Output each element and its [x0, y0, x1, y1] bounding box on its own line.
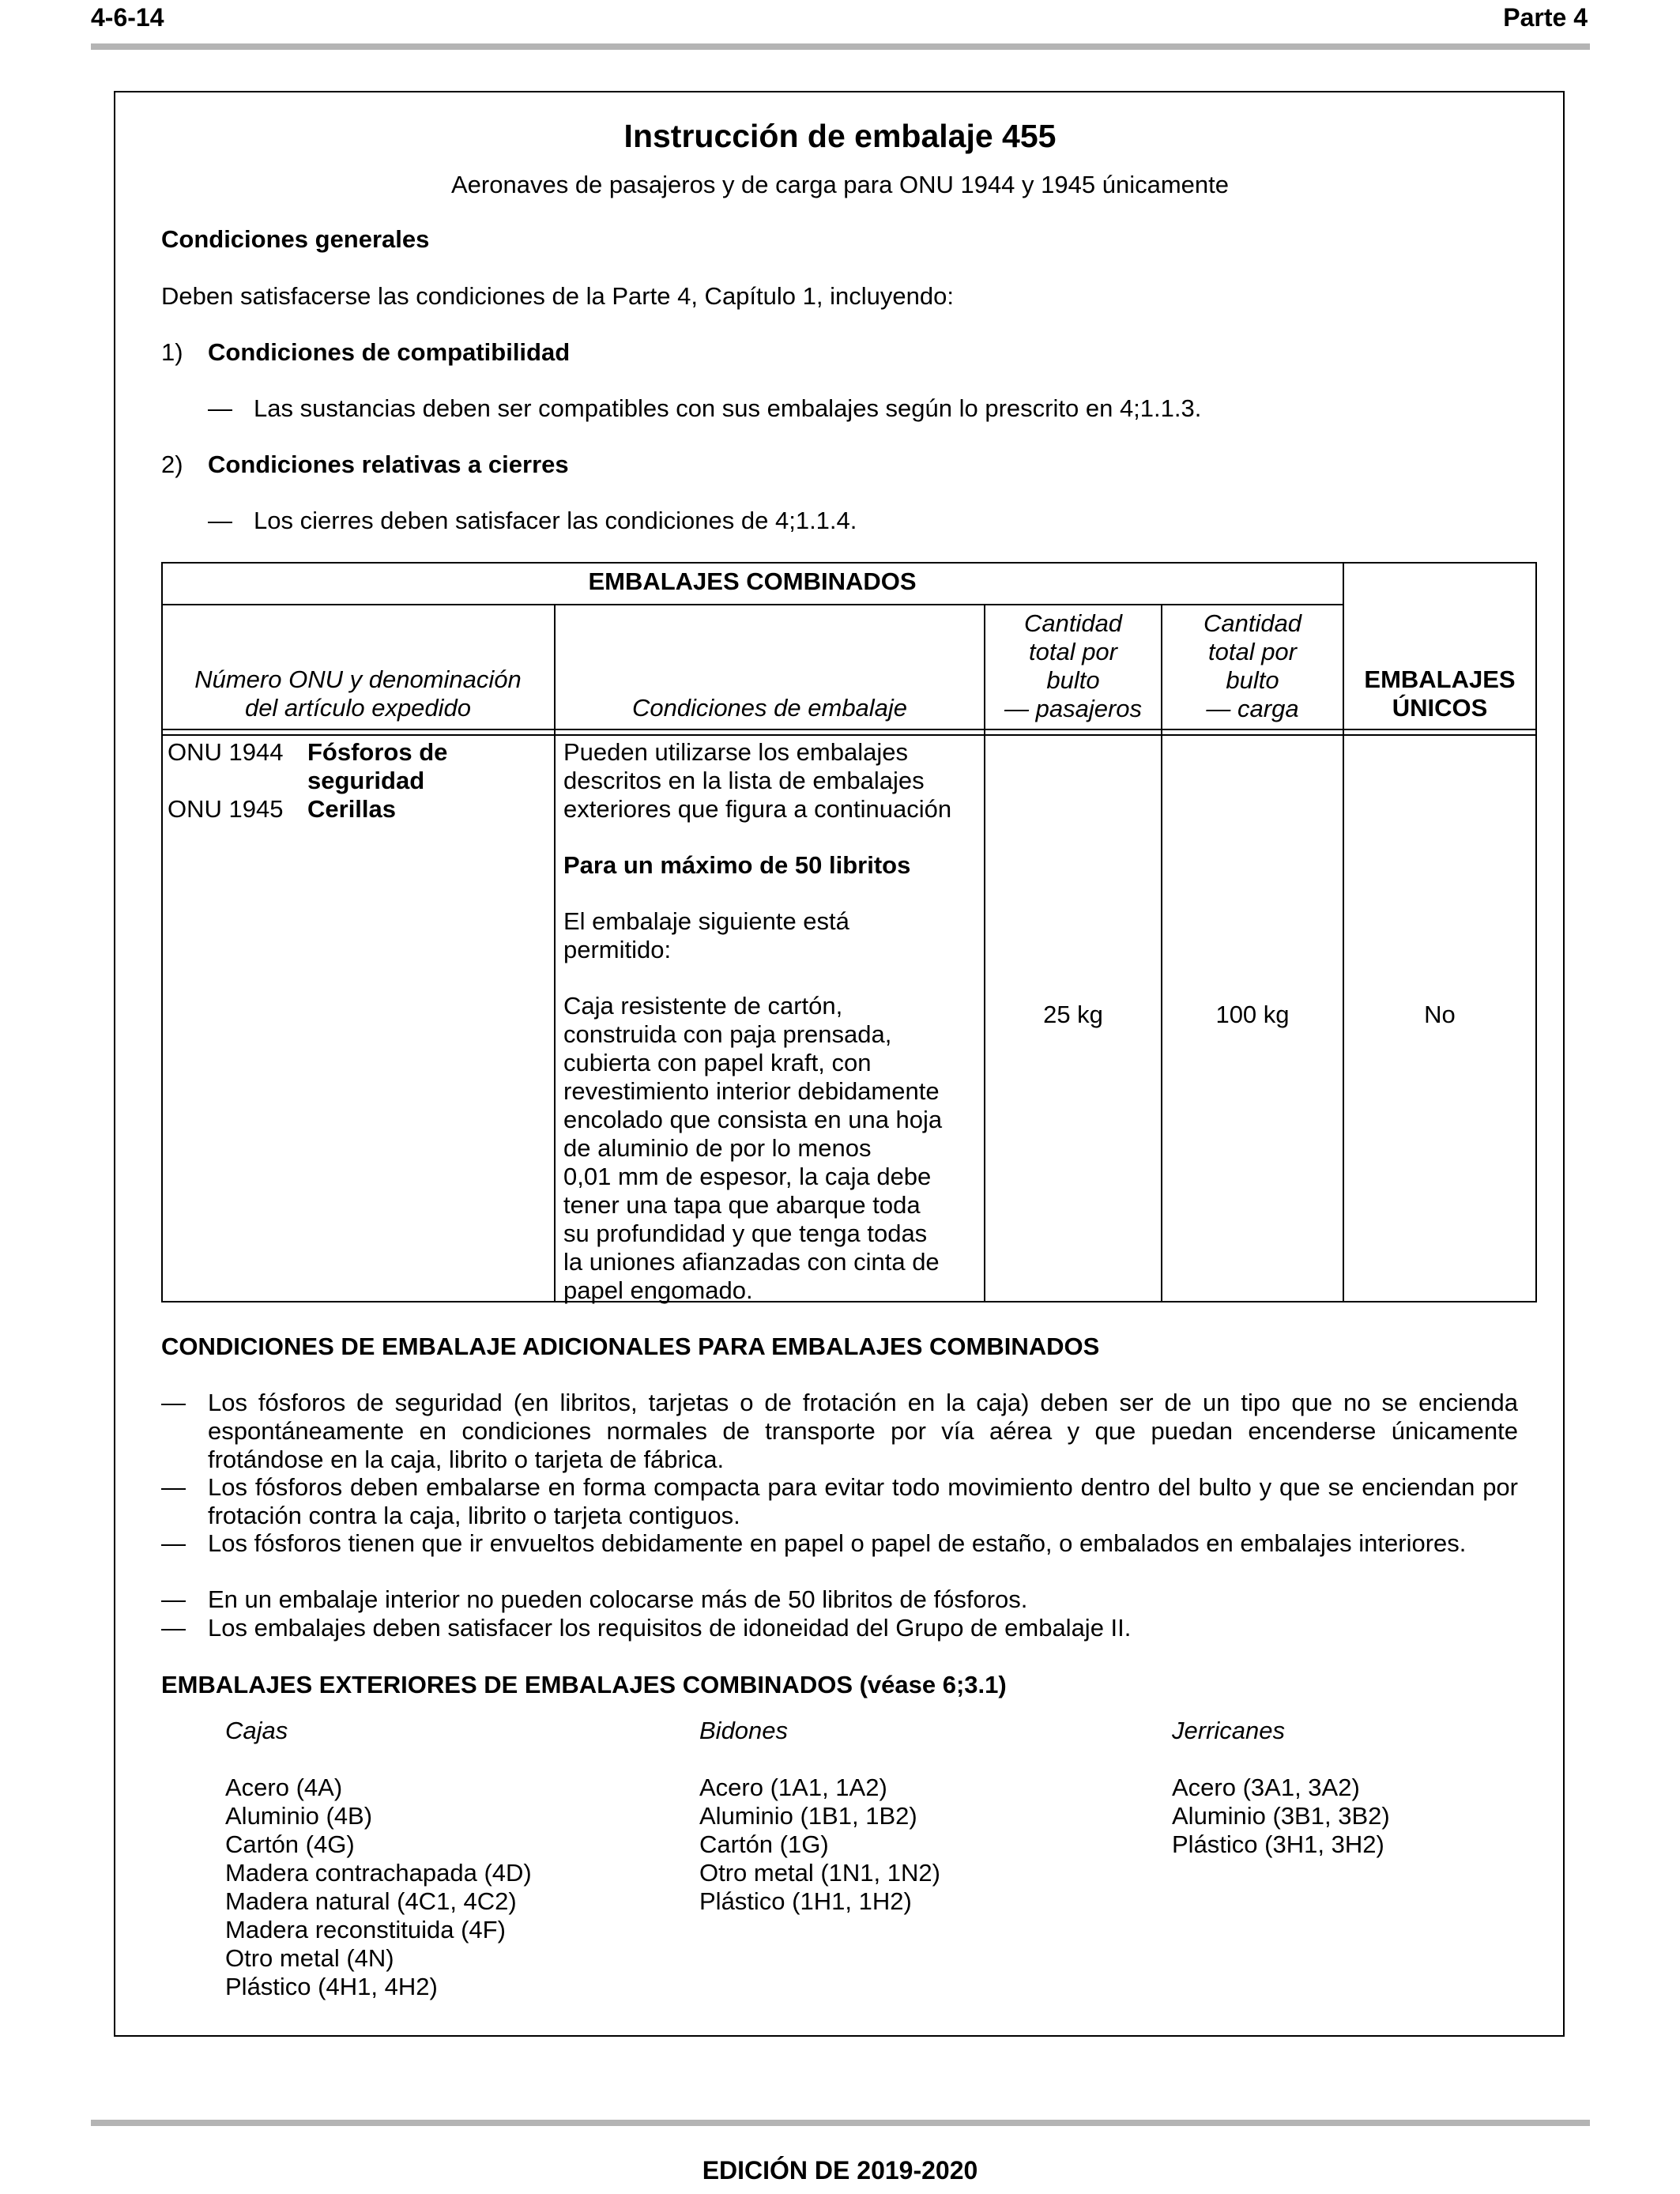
- dash: —: [161, 1529, 186, 1557]
- conditions-max: Para un máximo de 50 libritos: [563, 851, 911, 879]
- condition-text: Los fósforos de seguridad (en libritos, tarjetas o de frotación en la caja) deben ser de un tipo que no se encienda espontáneamente en condiciones normales de transporte por vía aérea y que puedan encenderse únicamente frotándose en la caja, librito o tarjeta de fábrica.: [208, 1389, 1518, 1473]
- item-number: 1): [161, 338, 183, 366]
- part-label: Parte 4: [1503, 3, 1588, 32]
- article-name: Fósforos de seguridad: [307, 738, 448, 794]
- condition-text: Los fósforos tienen que ir envueltos debidamente en papel o papel de estaño, o embalados en embalajes interiores.: [208, 1529, 1467, 1557]
- condition-item: [161, 1614, 1518, 1642]
- list-item: Otro metal (1N1, 1N2): [699, 1859, 940, 1887]
- conditions-box-description: Caja resistente de cartón, construida con paja prensada, cubierta con papel kraft, con revestimiento interior debidamente encolado que consista en una hoja de aluminio de por lo menos 0,01 mm de espesor, la caja debe tener una tapa que abarque toda su profundidad y que tenga todas la uniones afianzadas con cinta de papel engomado.: [563, 992, 943, 1304]
- header-rule: [91, 43, 1590, 50]
- combined-packagings-header: EMBALAJES COMBINADOS: [588, 567, 917, 595]
- list-item: Plástico (4H1, 4H2): [225, 1973, 438, 2000]
- item-title: Condiciones relativas a cierres: [208, 450, 569, 478]
- dash: —: [208, 394, 232, 422]
- cargo-quantity: 100 kg: [1215, 1001, 1290, 1028]
- footer-rule: [91, 2120, 1590, 2126]
- item-title: Condiciones de compatibilidad: [208, 338, 571, 366]
- page-number: 4-6-14: [91, 3, 164, 32]
- dash: —: [161, 1585, 186, 1613]
- list-title: Cajas: [225, 1717, 288, 1744]
- single-packagings-value: No: [1424, 1001, 1456, 1028]
- un-number: ONU 1944: [168, 738, 284, 766]
- additional-heading: CONDICIONES DE EMBALAJE ADICIONALES PARA EMBALAJES COMBINADOS: [161, 1333, 1100, 1360]
- list-item: Acero (1A1, 1A2): [699, 1774, 887, 1801]
- list-item: Plástico (3H1, 3H2): [1172, 1830, 1384, 1858]
- un-number: ONU 1945: [168, 795, 284, 823]
- dash: —: [161, 1614, 186, 1642]
- passenger-quantity: 25 kg: [1043, 1001, 1103, 1028]
- conditions-text: Pueden utilizarse los embalajes descritos en la lista de embalajes exteriores que figura a continuación: [563, 738, 952, 823]
- page-subtitle: Aeronaves de pasajeros y de carga para ONU 1944 y 1945 únicamente: [451, 171, 1229, 198]
- general-intro: Deben satisfacerse las condiciones de la Parte 4, Capítulo 1, incluyendo:: [161, 282, 954, 310]
- list-item: Acero (3A1, 3A2): [1172, 1774, 1360, 1801]
- condition-item: [161, 1585, 1518, 1614]
- list-item: Aluminio (3B1, 3B2): [1172, 1802, 1390, 1830]
- dash: —: [208, 507, 232, 534]
- dash: —: [161, 1389, 186, 1416]
- outer-list-jerricans: [1172, 1717, 1390, 1859]
- list-title: Bidones: [699, 1717, 789, 1744]
- col-header-un-number: Número ONU y denominación del artículo expedido: [194, 665, 522, 722]
- item-text: Las sustancias deben ser compatibles con sus embalajes según lo prescrito en 4;1.1.3.: [254, 394, 1202, 422]
- item-text: Los cierres deben satisfacer las condiciones de 4;1.1.4.: [254, 507, 857, 534]
- packaging-table: [161, 562, 1537, 1302]
- list-item: Madera contrachapada (4D): [225, 1859, 532, 1887]
- list-item: Plástico (1H1, 1H2): [699, 1887, 912, 1915]
- list-item: Cartón (4G): [225, 1830, 355, 1858]
- item-line: [208, 507, 1393, 535]
- outer-packagings-heading: EMBALAJES EXTERIORES DE EMBALAJES COMBINADOS (véase 6;3.1): [161, 1671, 1007, 1698]
- dash: —: [161, 1473, 186, 1501]
- list-title: Jerricanes: [1172, 1717, 1285, 1744]
- col-header-passenger-qty: Cantidad total por bulto — pasajeros: [1004, 609, 1143, 722]
- list-item: Aluminio (1B1, 1B2): [699, 1802, 917, 1830]
- item-line: [208, 394, 1393, 423]
- list-item: Madera natural (4C1, 4C2): [225, 1887, 517, 1915]
- col-header-single-packagings: EMBALAJES ÚNICOS: [1364, 665, 1516, 722]
- list-item: Otro metal (4N): [225, 1944, 394, 1972]
- item-number: 2): [161, 450, 183, 478]
- col-header-conditions: Condiciones de embalaje: [631, 694, 908, 722]
- condition-item: [161, 1529, 1518, 1586]
- col-header-cargo-qty: Cantidad total por bulto — carga: [1203, 609, 1302, 722]
- conditions-permitted: El embalaje siguiente está permitido:: [563, 907, 849, 963]
- page-title: Instrucción de embalaje 455: [623, 118, 1057, 154]
- outer-list-drums: [699, 1717, 940, 1916]
- general-heading: Condiciones generales: [161, 225, 430, 253]
- condition-text: Los embalajes deben satisfacer los requisitos de idoneidad del Grupo de embalaje II.: [208, 1614, 1132, 1642]
- condition-item: [161, 1389, 1518, 1474]
- list-item: Madera reconstituida (4F): [225, 1916, 506, 1943]
- list-item: Acero (4A): [225, 1774, 343, 1801]
- outer-list-boxes: [225, 1717, 532, 2001]
- article-name: Cerillas: [307, 795, 397, 823]
- condition-text: Los fósforos deben embalarse en forma compacta para evitar todo movimiento dentro del bulto y que se enciendan por frotación contra la caja, librito o tarjeta contiguos.: [208, 1473, 1518, 1529]
- edition-label: EDICIÓN DE 2019-2020: [702, 2156, 978, 2185]
- list-item: Cartón (1G): [699, 1830, 829, 1858]
- list-item: Aluminio (4B): [225, 1802, 373, 1830]
- condition-item: [161, 1473, 1518, 1530]
- condition-text: En un embalaje interior no pueden colocarse más de 50 libritos de fósforos.: [208, 1585, 1028, 1613]
